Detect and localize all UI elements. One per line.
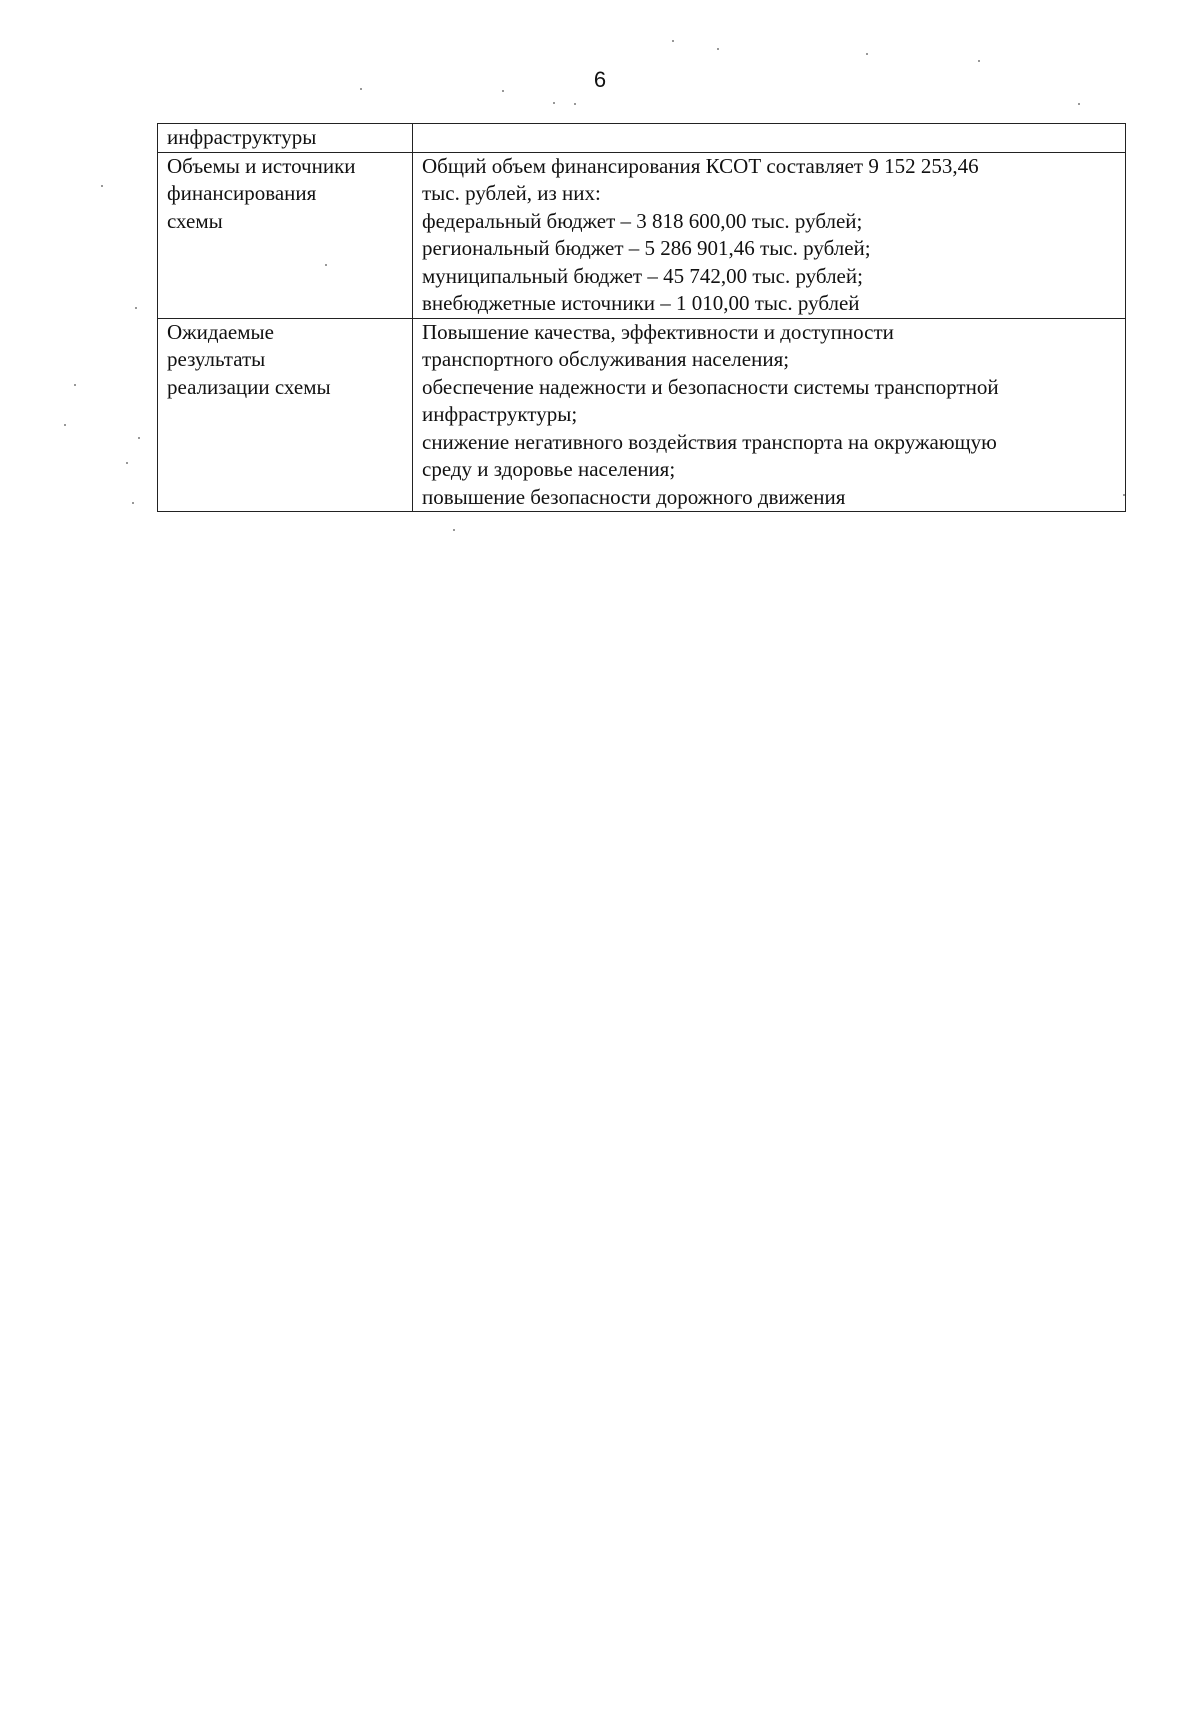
row-label-line: Объемы и источники [167,153,356,178]
scan-speck [360,88,362,90]
passport-table [157,123,1126,512]
scan-speck [978,60,980,62]
row-value-line: тыс. рублей, из них: [422,181,601,205]
scan-speck [101,185,103,187]
row-value-cell [413,124,1126,153]
row-value-line: региональный бюджет – 5 286 901,46 тыс. рублей; [422,236,871,260]
scan-speck [325,264,327,266]
row-label-cell [158,318,413,512]
row-value-line: среду и здоровье населения; [422,457,676,481]
row-label-line: финансирования [167,181,317,205]
table-row [158,152,1126,318]
scan-speck [64,424,66,426]
row-value-cell [413,318,1126,512]
row-label-cell [158,124,413,153]
row-value-line: Повышение качества, эффективности и доступности [422,319,894,344]
row-value-line: повышение безопасности дорожного движения [422,484,846,509]
row-value-line: снижение негативного воздействия транспорта на окружающую [422,429,997,454]
scan-speck [866,53,868,55]
scan-speck [74,384,76,386]
row-value-cell [413,152,1126,318]
row-value-line: Общий объем финансирования КСОТ составляет 9 152 253,46 [422,153,979,178]
row-label-cell [158,152,413,318]
row-value-line: федеральный бюджет – 3 818 600,00 тыс. рублей; [422,208,863,233]
row-value-line: транспортного обслуживания населения; [422,347,790,371]
row-label-line: Ожидаемые [167,319,274,344]
scan-speck [1078,103,1080,105]
row-label-line: инфраструктуры [167,125,317,149]
row-value-line: инфраструктуры; [422,402,578,426]
scan-speck [672,40,674,42]
scan-speck [135,307,137,309]
scan-speck [126,462,128,464]
row-label-line: схемы [167,208,223,233]
row-label-line: реализации схемы [167,374,331,399]
row-value-line: муниципальный бюджет – 45 742,00 тыс. рублей; [422,263,863,288]
row-value-line: внебюджетные источники – 1 010,00 тыс. рублей [422,291,860,315]
row-label-line: результаты [167,347,266,371]
scan-speck [453,529,455,531]
scan-speck [1123,494,1125,496]
scan-speck [132,502,134,504]
page-number: 6 [593,67,607,92]
scan-speck [138,437,140,439]
scan-speck [502,90,504,92]
row-value-line: обеспечение надежности и безопасности системы транспортной [422,374,999,399]
table-row [158,124,1126,153]
scan-speck [553,102,555,104]
table-row [158,318,1126,512]
scan-speck [574,103,576,105]
scan-speck [717,48,719,50]
